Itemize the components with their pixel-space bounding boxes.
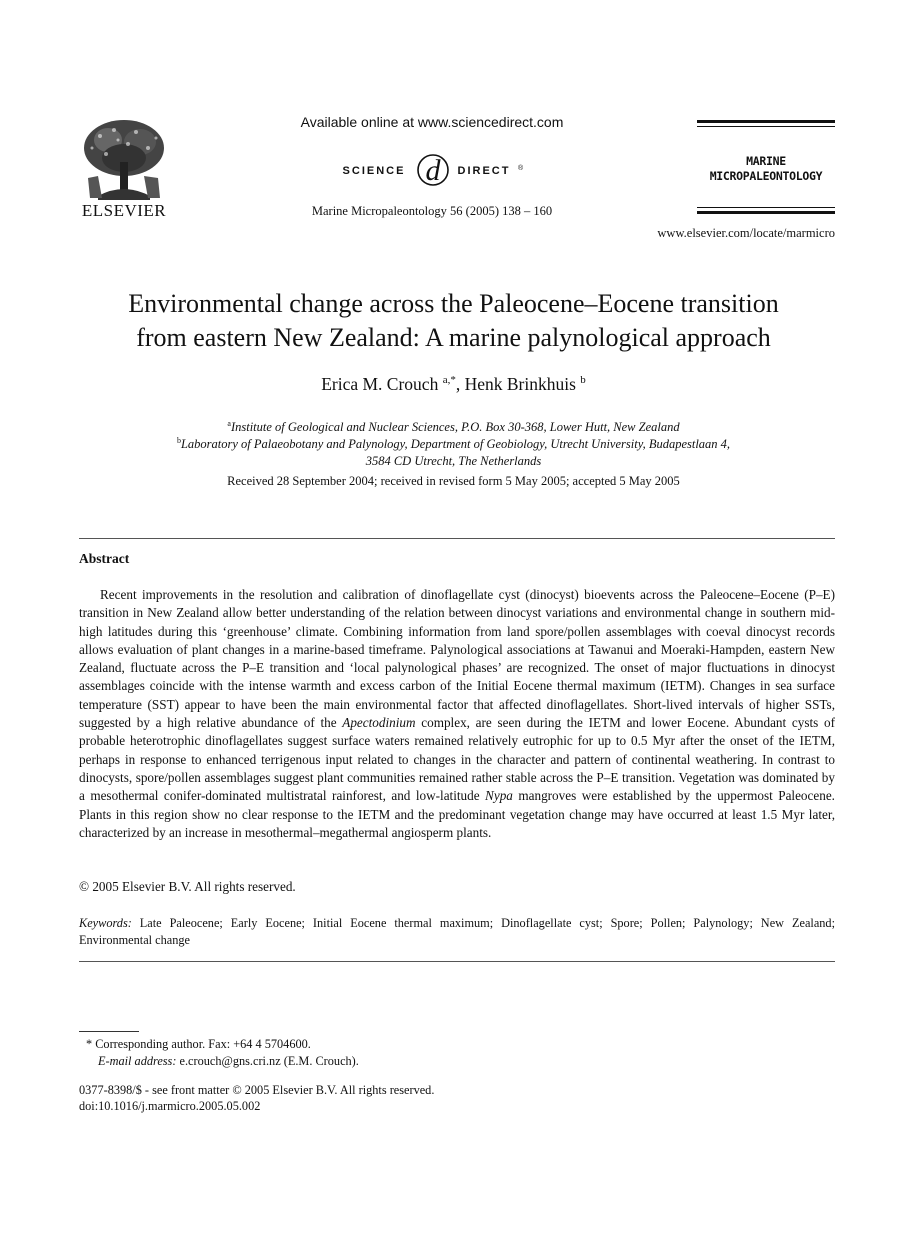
- sciencedirect-left-word: SCIENCE: [342, 165, 406, 177]
- received-dates: Received 28 September 2004; received in revised form 5 May 2005; accepted 5 May 2005: [227, 474, 680, 488]
- available-online-text[interactable]: Available online at www.sciencedirect.com: [300, 114, 564, 130]
- abstract-heading: Abstract: [79, 551, 130, 566]
- abstract-top-rule: [79, 538, 835, 539]
- footnote-rule: [79, 1031, 139, 1032]
- abstract-taxon-nypa: Nypa: [485, 788, 513, 804]
- affiliation-b-line1: Laboratory of Palaeobotany and Palynology, Department of Geobiology, Utrecht University, Budapestlaan 4,: [180, 437, 731, 451]
- affiliation-b-marker: b: [176, 436, 181, 445]
- abstract-taxon-apectodinium: Apectodinium: [342, 715, 416, 731]
- abstract-part-3: mangroves were established by the uppermost Paleocene. Plants in this region show no clear response to the IETM and the predominant vegetation change may have occurred at least 1.5 Myr later, characterized by an increase in mesothermal–megathermal angiosperm plants.: [79, 788, 835, 840]
- registered-mark: ®: [518, 165, 524, 172]
- author-crouch[interactable]: Erica M. Crouch: [321, 374, 439, 394]
- issn-line: 0377-8398/$ - see front matter © 2005 Elsevier B.V. All rights reserved.: [79, 1083, 435, 1097]
- sciencedirect-right-word: DIRECT: [457, 165, 511, 177]
- author-brinkhuis-affil[interactable]: b: [580, 374, 586, 386]
- keywords-label: Keywords:: [79, 916, 132, 930]
- journal-rule-top-thick: [697, 120, 835, 123]
- abstract-copyright: © 2005 Elsevier B.V. All rights reserved.: [79, 879, 296, 894]
- author-crouch-affil[interactable]: a,*: [442, 374, 456, 386]
- publisher-logo-text: ELSEVIER: [81, 201, 167, 220]
- author-separator: ,: [455, 374, 465, 394]
- email-label: E-mail address:: [98, 1054, 177, 1068]
- keywords: [79, 915, 835, 948]
- journal-name-logo: [697, 154, 835, 184]
- journal-url-link[interactable]: www.elsevier.com/locate/marmicro: [657, 226, 835, 240]
- journal-name-line2: MICROPALEONTOLOGY: [709, 169, 823, 183]
- author-list: [60, 374, 847, 395]
- email-note: [98, 1054, 359, 1069]
- email-link[interactable]: e.crouch@gns.cri.nz (E.M. Crouch).: [176, 1054, 359, 1068]
- affiliation-a-marker: a: [227, 419, 231, 428]
- journal-rule-bottom-thick: [697, 211, 835, 214]
- affiliation-b: [60, 432, 847, 470]
- journal-rule-bottom-thin: [697, 207, 835, 208]
- title-line-1: Environmental change across the Paleocene–Eocene transition: [128, 289, 779, 318]
- abstract-part-1: Recent improvements in the resolution and calibration of dinoflagellate cyst (dinocyst) bioevents across the Paleocene–Eocene (P–E) transition in New Zealand allow better understanding of the relation between dinocyst variations and environmental change in southern mid-high latitudes during this ‘greenhouse’ climate. Combining information from land spore/pollen assemblages with coeval dinocyst records allows evaluation of plant changes in a marine-based timeframe. Palynological associations at Tawanui and Moeraki-Hampden, eastern New Zealand, fluctuate across the P–E transition and ‘local palynological phases’ are recognized. The onset of major fluctuations in dinocyst assemblages coincide with the intense warmth and excess carbon of the Initial Eocene thermal maximum (IETM). Changes in sea surface temperature (SST) appear to have been the main environmental factor that affected dinoflagellates. Short-lived intervals of higher SSTs, suggested by a high relative abundance of the: [79, 587, 835, 731]
- article-title: [60, 287, 847, 355]
- title-line-2: from eastern New Zealand: A marine palynological approach: [136, 323, 771, 352]
- doi-link[interactable]: doi:10.1016/j.marmicro.2005.05.002: [79, 1099, 261, 1113]
- keywords-bottom-rule: [79, 961, 835, 962]
- corresponding-author-note: * Corresponding author. Fax: +64 4 5704600.: [86, 1037, 311, 1051]
- abstract-body: [79, 586, 835, 842]
- abstract-part-2: complex, are seen during the IETM and lower Eocene. Abundant cysts of probable heterotrophic dinoflagellates suggest surface waters remained relatively eutrophic for up to 0.5 Myr after the onset of the IETM, perhaps in response to enhanced terrigenous input related to changes in the character and pattern of continental weathering. In contrast to dinocysts, spore/pollen assemblages suggest plant communities remained rather stable across the P–E transition. Vegetation was dominated by a mesothermal conifer-dominated multistratal rainforest, and low-latitude: [79, 715, 835, 804]
- affiliation-b-line2: 3584 CD Utrecht, The Netherlands: [365, 454, 542, 468]
- journal-reference: Marine Micropaleontology 56 (2005) 138 – 160: [311, 204, 553, 218]
- journal-name-line1: MARINE: [746, 154, 786, 168]
- svg-text:d: d: [425, 154, 441, 187]
- affiliation-a-text: Institute of Geological and Nuclear Sciences, P.O. Box 30-368, Lower Hutt, New Zealand: [230, 420, 680, 434]
- sciencedirect-logo: [318, 148, 546, 194]
- author-brinkhuis[interactable]: Henk Brinkhuis: [464, 374, 576, 394]
- keywords-list: Late Paleocene; Early Eocene; Initial Eocene thermal maximum; Dinoflagellate cyst; Spore; Pollen; Palynology; New Zealand; Environmental change: [79, 916, 835, 947]
- journal-rule-top-thin: [697, 126, 835, 127]
